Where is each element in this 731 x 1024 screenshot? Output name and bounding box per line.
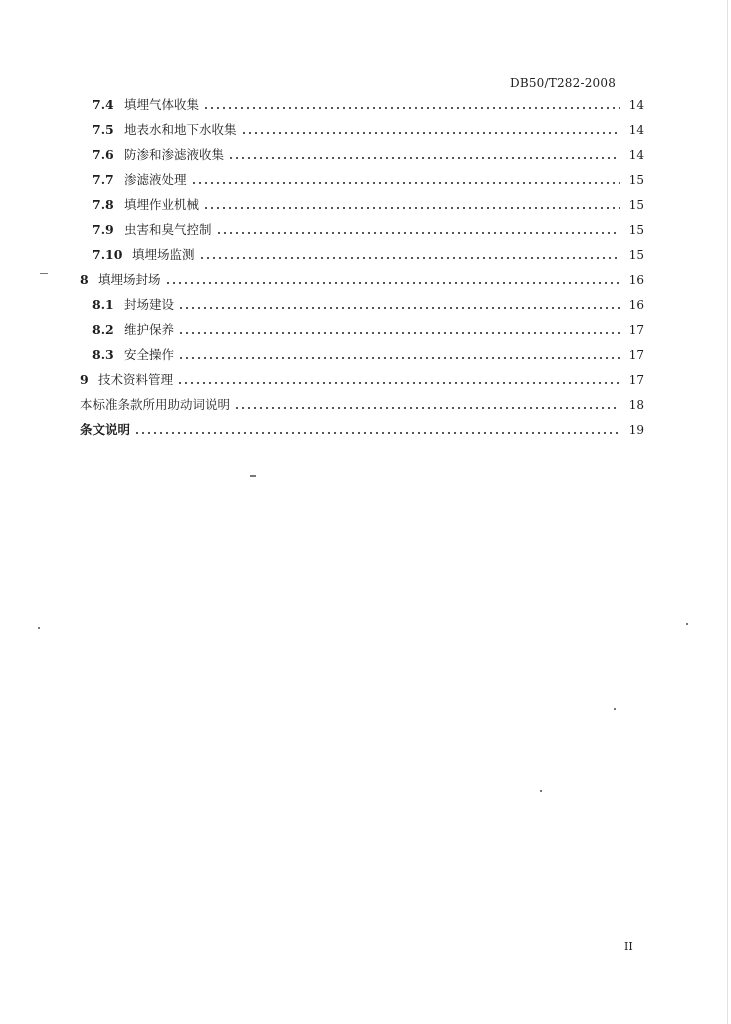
toc-entry[interactable] (92, 96, 644, 114)
toc-leader-dots (178, 306, 620, 310)
toc-entry-title: 填埋场监测 (132, 247, 195, 262)
toc-entry[interactable] (92, 121, 644, 139)
scan-mark (38, 627, 40, 629)
toc-entry-number: 7.5 (92, 122, 114, 137)
toc-entry-page: 14 (628, 123, 644, 137)
toc-entry-title: 条文说明 (80, 422, 131, 437)
toc-entry-title: 虫害和臭气控制 (124, 222, 212, 237)
toc-leader-dots (191, 181, 620, 185)
toc-leader-dots (241, 131, 620, 135)
toc-entry-number: 8 (80, 272, 89, 287)
toc-entry-page: 15 (628, 248, 644, 262)
toc-leader-dots (234, 406, 620, 410)
toc-leader-dots (178, 356, 620, 360)
toc-leader-dots (165, 281, 620, 285)
toc-entry-page: 18 (628, 398, 644, 412)
toc-entry[interactable] (92, 321, 644, 339)
toc-entry-page: 16 (628, 273, 644, 287)
toc-entry-page: 14 (628, 98, 644, 112)
toc-entry[interactable] (80, 396, 644, 414)
scan-mark (614, 708, 616, 710)
toc-entry-number: 8.3 (92, 347, 114, 362)
document-code: DB50/T282-2008 (510, 76, 617, 90)
toc-entry[interactable] (92, 146, 644, 164)
toc-entry[interactable] (92, 296, 644, 314)
toc-entry-title: 封场建设 (124, 297, 175, 312)
toc-entry-title: 本标准条款所用助动词说明 (80, 397, 231, 412)
toc-entry[interactable] (92, 346, 644, 364)
toc-leader-dots (177, 381, 620, 385)
toc-leader-dots (199, 256, 620, 260)
toc-entry-number: 8.2 (92, 322, 114, 337)
toc-entry-number: 8.1 (92, 297, 114, 312)
scan-mark (250, 475, 256, 477)
toc-entry-title: 防渗和渗滤液收集 (124, 147, 225, 162)
toc-entry-page: 17 (628, 373, 644, 387)
scan-mark (540, 790, 542, 792)
toc-entry-title: 维护保养 (124, 322, 175, 337)
toc-entry-page: 17 (628, 323, 644, 337)
scan-mark (727, 0, 728, 1024)
toc-leader-dots (216, 231, 620, 235)
toc-entry-title: 填埋气体收集 (124, 97, 200, 112)
scan-mark (686, 623, 688, 625)
toc-entry-title: 填埋作业机械 (124, 197, 200, 212)
toc-entry-page: 17 (628, 348, 644, 362)
page-number: II (624, 940, 633, 953)
toc-leader-dots (228, 156, 620, 160)
toc-leader-dots (134, 431, 620, 435)
toc-leader-dots (178, 331, 620, 335)
toc-entry-number: 7.10 (92, 247, 123, 262)
toc-entry-number: 7.9 (92, 222, 114, 237)
toc-entry-number: 7.4 (92, 97, 114, 112)
toc-entry[interactable] (80, 421, 644, 439)
toc-entry-page: 15 (628, 173, 644, 187)
toc-entry-page: 15 (628, 223, 644, 237)
toc-entry-title: 技术资料管理 (98, 372, 174, 387)
toc-leader-dots (203, 206, 620, 210)
toc-entry-number: 9 (80, 372, 89, 387)
toc-entry[interactable] (92, 196, 644, 214)
scan-mark (40, 273, 48, 274)
toc-entry-title: 渗滤液处理 (124, 172, 187, 187)
toc-entry-page: 15 (628, 198, 644, 212)
toc-entry[interactable] (80, 371, 644, 389)
toc-entry-title: 填埋场封场 (98, 272, 161, 287)
toc-entry-number: 7.8 (92, 197, 114, 212)
toc-entry-title: 地表水和地下水收集 (124, 122, 237, 137)
toc-entry[interactable] (92, 246, 644, 264)
toc-entry-page: 14 (628, 148, 644, 162)
toc-entry-page: 16 (628, 298, 644, 312)
toc-entry-number: 7.6 (92, 147, 114, 162)
toc-entry[interactable] (92, 171, 644, 189)
toc-entry-title: 安全操作 (124, 347, 175, 362)
toc-entry-number: 7.7 (92, 172, 114, 187)
toc-entry-page: 19 (628, 423, 644, 437)
toc-leader-dots (203, 106, 620, 110)
toc-entry[interactable] (80, 271, 644, 289)
toc-entry[interactable] (92, 221, 644, 239)
